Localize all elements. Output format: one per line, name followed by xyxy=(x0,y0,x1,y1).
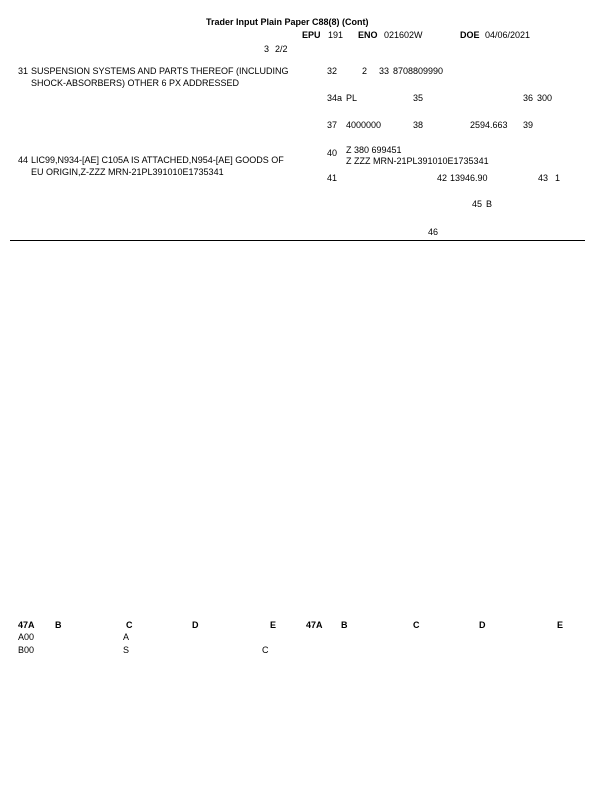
box32-label: 32 xyxy=(327,66,338,76)
box43-value: 1 xyxy=(555,173,561,183)
row2-type: B00 xyxy=(18,645,35,655)
right-header-c: C xyxy=(413,620,420,630)
box45-label: 45 xyxy=(472,199,483,209)
right-header-d: D xyxy=(479,620,486,630)
form-title: Trader Input Plain Paper C88(8) (Cont) xyxy=(206,17,369,27)
box31-description-line2: SHOCK-ABSORBERS) OTHER 6 PX ADDRESSED xyxy=(31,78,240,88)
form-number: 3 xyxy=(264,44,270,54)
box44-line2: EU ORIGIN,Z-ZZZ MRN-21PL391010E1735341 xyxy=(31,167,224,177)
box36-label: 36 xyxy=(523,93,534,103)
box43-label: 43 xyxy=(538,173,549,183)
left-header-47a: 47A xyxy=(18,620,35,630)
box42-label: 42 xyxy=(437,173,448,183)
left-header-b: B xyxy=(55,620,62,630)
doe-label: DOE xyxy=(460,30,480,40)
box32-value: 2 xyxy=(362,66,368,76)
row2-c: S xyxy=(123,645,130,655)
box41-label: 41 xyxy=(327,173,338,183)
left-header-d: D xyxy=(192,620,199,630)
epu-value: 191 xyxy=(328,30,344,40)
box31-number: 31 xyxy=(18,66,29,76)
eno-value: 021602W xyxy=(384,30,423,40)
box40-label: 40 xyxy=(327,148,338,158)
box33-value: 8708809990 xyxy=(393,66,444,76)
left-header-e: E xyxy=(270,620,277,630)
box37-label: 37 xyxy=(327,120,338,130)
section-divider xyxy=(10,240,585,241)
box40-line1: Z 380 699451 xyxy=(346,145,402,155)
doe-value: 04/06/2021 xyxy=(485,30,531,40)
right-header-b: B xyxy=(341,620,348,630)
box37-value: 4000000 xyxy=(346,120,382,130)
epu-label: EPU xyxy=(302,30,321,40)
row1-c: A xyxy=(123,632,130,642)
box40-line2: Z ZZZ MRN-21PL391010E1735341 xyxy=(346,156,489,166)
left-header-c: C xyxy=(126,620,133,630)
row2-e: C xyxy=(262,645,269,655)
box39-label: 39 xyxy=(523,120,534,130)
box35-label: 35 xyxy=(413,93,424,103)
box42-value: 13946.90 xyxy=(450,173,488,183)
box34a-value: PL xyxy=(346,93,358,103)
box38-label: 38 xyxy=(413,120,424,130)
row1-type: A00 xyxy=(18,632,35,642)
right-header-47a: 47A xyxy=(306,620,323,630)
right-header-e: E xyxy=(557,620,564,630)
box46-label: 46 xyxy=(428,227,439,237)
box44-line1: LIC99,N934-[AE] C105A IS ATTACHED,N954-[AE] GOODS OF xyxy=(31,155,284,165)
box33-label: 33 xyxy=(379,66,390,76)
page-number: 2/2 xyxy=(275,44,288,54)
box38-value: 2594.663 xyxy=(470,120,508,130)
box31-description-line1: SUSPENSION SYSTEMS AND PARTS THEREOF (INCLUDING xyxy=(31,66,289,76)
box45-value: B xyxy=(486,199,493,209)
box44-number: 44 xyxy=(18,155,29,165)
box36-value: 300 xyxy=(537,93,553,103)
box34a-label: 34a xyxy=(327,93,343,103)
eno-label: ENO xyxy=(358,30,378,40)
